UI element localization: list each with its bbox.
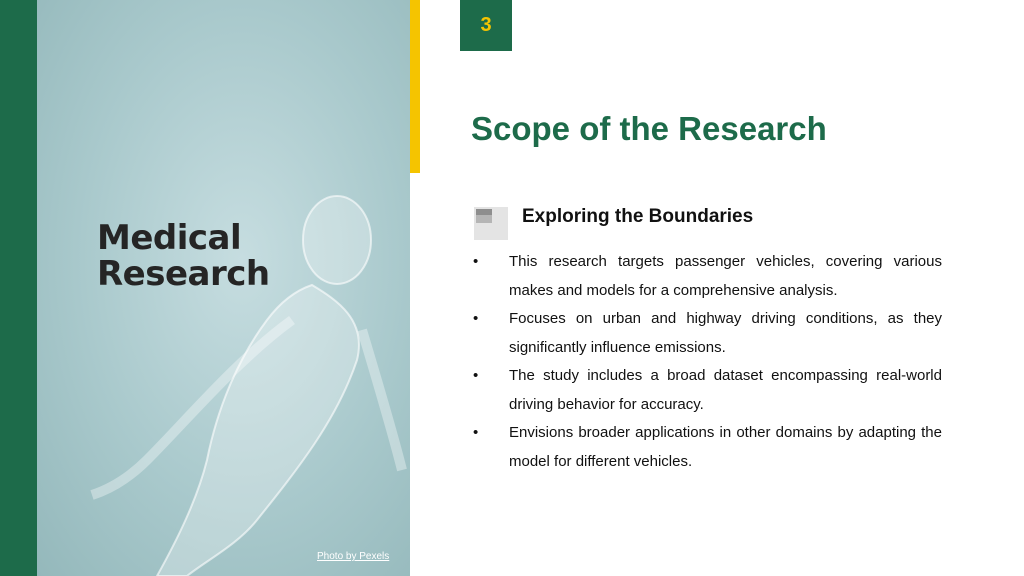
list-item: • The study includes a broad dataset encompassing real-world driving behavior for accuracy. — [470, 362, 942, 419]
yellow-accent-bar — [410, 0, 420, 173]
page-number: 3 — [480, 14, 492, 36]
hero-photo — [37, 0, 410, 576]
photo-credit-link[interactable]: Photo by Pexels — [317, 551, 390, 562]
photo-caption-text: Medical Research — [97, 218, 270, 294]
slide-title: Scope of the Research — [471, 110, 827, 147]
page-number-badge — [460, 0, 512, 51]
bullet-list — [470, 248, 942, 476]
list-item: • This research targets passenger vehicles, covering various makes and models for a comprehensive analysis. — [470, 248, 942, 305]
list-item: • Envisions broader applications in other domains by adapting the model for different vehicles. — [470, 419, 942, 476]
left-accent-band — [0, 0, 37, 576]
list-item: • Focuses on urban and highway driving conditions, as they significantly influence emissions. — [470, 305, 942, 362]
section-subtitle: Exploring the Boundaries — [522, 206, 754, 227]
squares-icon — [474, 207, 508, 240]
